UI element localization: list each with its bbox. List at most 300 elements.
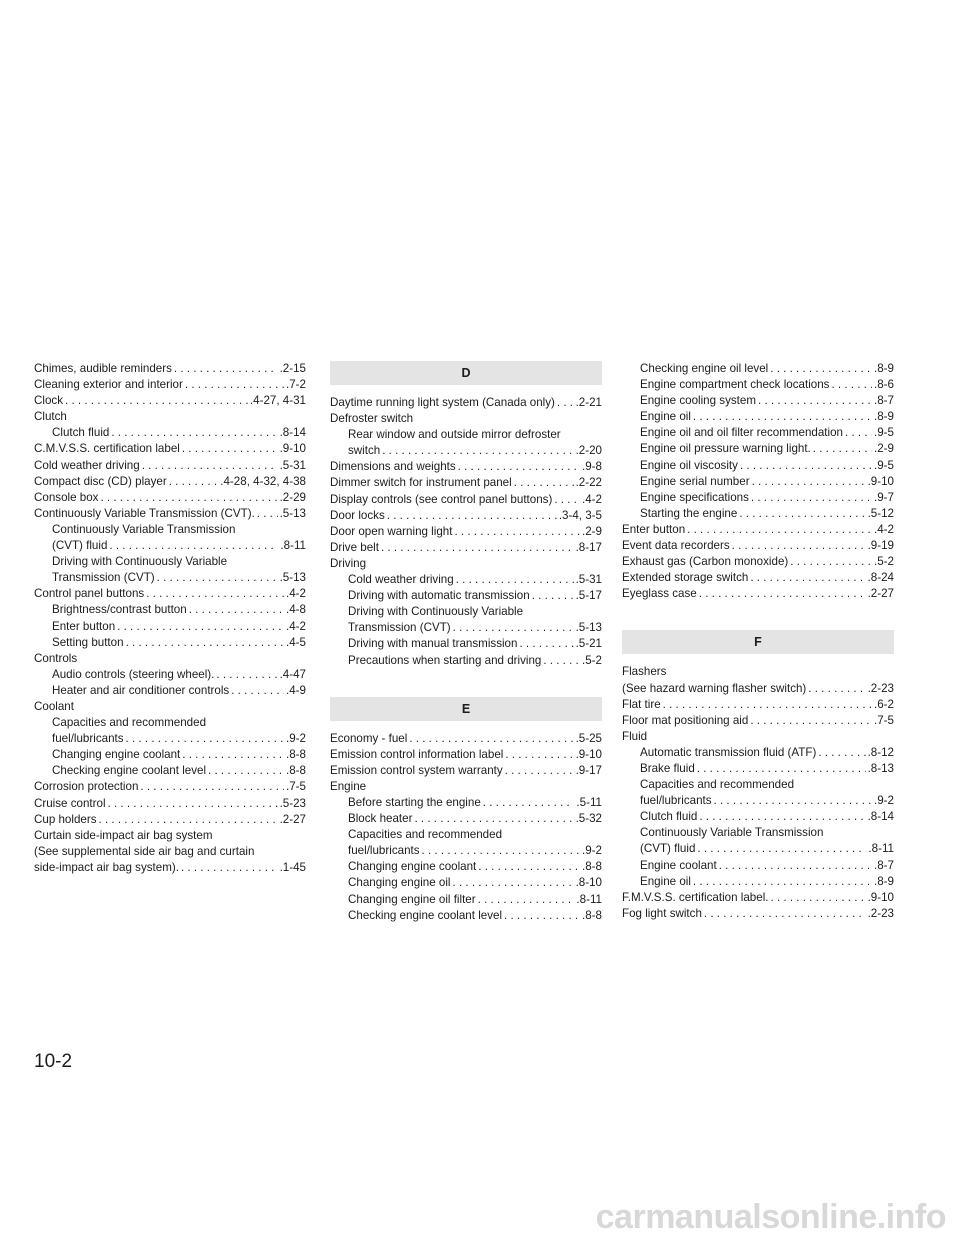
entry-label: Driving with automatic transmission <box>348 589 530 603</box>
dot-leader <box>517 636 573 652</box>
entry-label: Controls <box>34 651 78 665</box>
entry-label: Corrosion protection <box>34 780 139 794</box>
entry-page-ref: .7-2 <box>286 378 306 392</box>
dot-leader <box>456 459 580 475</box>
entry-label: Block heater <box>348 812 413 826</box>
entry-label: Changing engine oil filter <box>348 892 476 906</box>
index-entry <box>330 508 602 524</box>
entry-label: Cruise control <box>34 796 106 810</box>
index-subentry <box>34 425 306 441</box>
index-entry <box>622 906 894 922</box>
dot-leader <box>768 361 872 377</box>
entry-page-ref: .8-14 <box>867 810 894 824</box>
index-entry <box>622 570 894 586</box>
index-subentry <box>622 458 894 474</box>
letter-heading-d: D <box>330 361 602 385</box>
entry-label: Enter button <box>622 522 686 536</box>
index-entry <box>330 492 602 508</box>
index-subentry <box>622 858 894 874</box>
index-entry <box>622 554 894 570</box>
entry-label: Door open warning light <box>330 524 453 538</box>
entry-page-ref: .2-29 <box>279 490 306 504</box>
dot-leader <box>451 620 574 636</box>
entry-label: Defroster switch <box>330 412 414 426</box>
entry-page-ref: .5-31 <box>575 573 602 587</box>
entry-page-ref: .8-12 <box>867 745 894 759</box>
entry-label: Fog light switch <box>622 906 702 920</box>
dot-leader <box>685 522 872 538</box>
index-subentry <box>34 554 306 570</box>
entry-page-ref: .9-2 <box>874 794 894 808</box>
index-entry <box>330 540 602 556</box>
entry-label: (CVT) fluid <box>52 539 108 553</box>
entry-page-ref: .9-5 <box>874 426 894 440</box>
section-spacer <box>330 669 602 697</box>
entry-label: Rear window and outside mirror defroster <box>348 428 561 442</box>
entry-page-ref: .8-13 <box>867 761 894 775</box>
index-subentry <box>330 604 602 620</box>
index-subentry <box>622 409 894 425</box>
index-entry <box>34 844 306 860</box>
index-subentry <box>330 636 602 652</box>
dot-leader <box>737 506 865 522</box>
entry-page-ref: .5-2 <box>582 653 602 667</box>
entry-label: Cleaning exterior and interior <box>34 378 183 392</box>
index-subentry <box>34 683 306 699</box>
dot-leader <box>555 395 574 411</box>
entry-label: Driving with Continuously Variable <box>52 555 228 569</box>
entry-page-ref: .2-27 <box>279 812 306 826</box>
entry-label: Door locks <box>330 508 385 522</box>
index-entry <box>34 586 306 602</box>
index-subentry <box>622 506 894 522</box>
entry-page-ref: .5-13 <box>279 506 306 520</box>
dot-leader <box>816 745 865 761</box>
entry-label: Changing engine coolant <box>52 748 181 762</box>
section-spacer <box>622 602 894 630</box>
dot-leader <box>843 425 872 441</box>
entry-page-ref: .8-11 <box>280 539 306 553</box>
entry-label: fuel/lubricants <box>640 794 712 808</box>
dot-leader <box>107 538 278 554</box>
entry-page-ref: .4-2 <box>874 522 894 536</box>
entry-label: Engine specifications <box>640 490 749 504</box>
index-subentry <box>34 715 306 731</box>
index-subentry <box>622 809 894 825</box>
dot-leader <box>730 538 866 554</box>
index-entry <box>34 490 306 506</box>
index-entry <box>622 664 894 680</box>
entry-page-ref: .4-2 <box>286 587 306 601</box>
index-entry <box>34 860 306 876</box>
entry-label: Engine oil <box>640 410 691 424</box>
index-entry <box>622 697 894 713</box>
dot-leader <box>811 441 872 457</box>
entry-page-ref: .7-5 <box>286 780 306 794</box>
index-subentry <box>330 859 602 875</box>
index-entry <box>622 890 894 906</box>
entry-label: side-impact air bag system). <box>34 860 179 874</box>
index-subentry <box>622 793 894 809</box>
dot-leader <box>138 779 284 795</box>
entry-label: (See supplemental side air bag and curtain <box>34 844 255 858</box>
index-entry <box>622 538 894 554</box>
dot-leader <box>750 474 866 490</box>
entry-label: Dimensions and weights <box>330 460 456 474</box>
index-subentry <box>622 425 894 441</box>
index-entry <box>330 731 602 747</box>
index-subentry <box>622 841 894 857</box>
dot-leader <box>206 763 284 779</box>
entry-label: Floor mat positioning aid <box>622 713 749 727</box>
entry-label: F.M.V.S.S. certification label. <box>622 890 769 904</box>
dot-leader <box>697 809 865 825</box>
index-entry <box>330 411 602 427</box>
entry-label: Engine oil <box>640 874 691 888</box>
index-entry <box>622 586 894 602</box>
entry-label: Dimmer switch for instrument panel <box>330 476 512 490</box>
page-number: 10-2 <box>34 1051 73 1072</box>
index-subentry <box>622 777 894 793</box>
entry-label: Emission control system warranty <box>330 763 503 777</box>
index-subentry <box>34 538 306 554</box>
dot-leader <box>503 763 574 779</box>
entry-label: Transmission (CVT) <box>348 621 451 635</box>
index-entry <box>330 475 602 491</box>
dot-leader <box>155 570 278 586</box>
entry-label: Clutch <box>34 410 67 424</box>
index-subentry <box>330 620 602 636</box>
entry-page-ref: .4-47 <box>279 667 306 681</box>
entry-page-ref: .2-15 <box>279 362 306 375</box>
index-subentry <box>330 892 602 908</box>
entry-label: Engine serial number <box>640 474 750 488</box>
dot-leader <box>124 731 284 747</box>
entry-page-ref: .5-31 <box>279 458 306 472</box>
dot-leader <box>214 667 277 683</box>
entry-page-ref: .5-17 <box>575 589 602 603</box>
index-entry <box>330 763 602 779</box>
index-entry <box>330 459 602 475</box>
entry-label: Enter button <box>52 619 116 633</box>
entry-page-ref: .9-10 <box>279 442 306 456</box>
index-column-1 <box>34 361 306 876</box>
index-entry <box>34 779 306 795</box>
letter-heading-f: F <box>622 630 894 654</box>
entry-label: Compact disc (CD) player <box>34 474 167 488</box>
entry-label: Continuously Variable Transmission (CVT). <box>34 506 255 520</box>
index-subentry <box>34 522 306 538</box>
entry-label: Driving with manual transmission <box>348 637 518 651</box>
dot-leader <box>180 441 278 457</box>
dot-leader <box>502 908 580 924</box>
entry-page-ref: .7-5 <box>874 713 894 727</box>
dot-leader <box>379 540 574 556</box>
dot-leader <box>481 795 575 811</box>
entry-page-ref: .2-20 <box>575 444 602 458</box>
dot-leader <box>788 554 872 570</box>
index-subentry <box>330 427 602 443</box>
index-entry <box>34 651 306 667</box>
dot-leader <box>179 860 278 876</box>
index-subentry <box>330 843 602 859</box>
entry-page-ref: .5-13 <box>575 621 602 635</box>
entry-page-ref: .4-28, 4-32, 4-38 <box>220 474 306 488</box>
entry-page-ref: .9-10 <box>867 474 894 488</box>
index-entry <box>330 524 602 540</box>
entry-label: Transmission (CVT) <box>52 571 155 585</box>
entry-label: Daytime running light system (Canada only) <box>330 396 555 409</box>
entry-label: Display controls (see control panel buttons) <box>330 492 553 506</box>
index-entry <box>330 747 602 763</box>
entry-label: Fluid <box>622 729 648 743</box>
entry-label: Checking engine coolant level <box>52 764 207 778</box>
entry-label: Engine compartment check locations <box>640 378 830 392</box>
entry-label: Checking engine coolant level <box>348 908 503 922</box>
letter-heading-e: E <box>330 697 602 721</box>
entry-label: Cold weather driving <box>34 458 140 472</box>
dot-leader <box>140 458 278 474</box>
entry-page-ref: .8-9 <box>874 874 894 888</box>
dot-leader <box>180 747 284 763</box>
index-subentry <box>622 745 894 761</box>
entry-label: Eyeglass case <box>622 587 697 601</box>
entry-page-ref: .2-27 <box>867 587 894 601</box>
entry-page-ref: .8-17 <box>575 540 602 554</box>
entry-label: Capacities and recommended <box>52 716 207 730</box>
entry-page-ref: .8-14 <box>279 426 306 440</box>
index-subentry <box>330 443 602 459</box>
index-column-2 <box>330 361 602 924</box>
index-subentry <box>330 827 602 843</box>
entry-label: Continuously Variable Transmission <box>52 522 236 536</box>
index-subentry <box>622 441 894 457</box>
index-entry <box>34 458 306 474</box>
entry-page-ref: .5-23 <box>279 796 306 810</box>
dot-leader <box>748 570 865 586</box>
index-subentry <box>330 588 602 604</box>
entry-label: Flashers <box>622 665 667 679</box>
dot-leader <box>407 731 573 747</box>
index-subentry <box>330 811 602 827</box>
entry-label: Emission control information label <box>330 747 504 761</box>
index-entry <box>330 779 602 795</box>
dot-leader <box>454 572 574 588</box>
entry-label: Exhaust gas (Carbon monoxide) <box>622 555 789 569</box>
index-subentry <box>622 474 894 490</box>
index-subentry <box>622 377 894 393</box>
dot-leader <box>829 377 872 393</box>
dot-leader <box>451 875 574 891</box>
index-entry <box>34 796 306 812</box>
dot-leader <box>172 361 278 377</box>
index-entry <box>34 474 306 490</box>
entry-page-ref: .2-23 <box>867 906 894 920</box>
entry-page-ref: .9-2 <box>286 732 306 746</box>
dot-leader <box>717 858 872 874</box>
dot-leader <box>769 890 866 906</box>
dot-leader <box>115 619 284 635</box>
entry-page-ref: .9-17 <box>575 763 602 777</box>
index-subentry <box>330 653 602 669</box>
entry-label: Engine oil and oil filter recommendation <box>640 426 844 440</box>
dot-leader <box>183 377 284 393</box>
entry-label: Cup holders <box>34 812 97 826</box>
entry-label: Cold weather driving <box>348 573 454 587</box>
index-column-3 <box>622 361 894 922</box>
entry-page-ref: .9-2 <box>582 844 602 858</box>
entry-page-ref: .5-32 <box>575 812 602 826</box>
entry-page-ref: .8-8 <box>286 764 306 778</box>
watermark: carmanualsonline.info <box>595 1198 946 1236</box>
dot-leader <box>167 474 219 490</box>
index-entry <box>34 361 306 377</box>
entry-page-ref: .6-2 <box>874 697 894 711</box>
entry-page-ref: .5-13 <box>279 571 306 585</box>
entry-label: Capacities and recommended <box>640 778 795 792</box>
dot-leader <box>749 490 872 506</box>
entry-label: Changing engine oil <box>348 876 451 890</box>
entry-page-ref: .9-19 <box>867 539 894 553</box>
entry-page-ref: .4-8 <box>286 603 306 617</box>
dot-leader <box>187 602 284 618</box>
index-entry <box>34 441 306 457</box>
entry-label: Drive belt <box>330 540 379 554</box>
index-subentry <box>622 361 894 377</box>
entry-page-ref: .9-5 <box>874 458 894 472</box>
entry-label: Brake fluid <box>640 761 695 775</box>
entry-page-ref: .8-7 <box>874 394 894 408</box>
index-entry <box>622 729 894 745</box>
index-entry <box>34 699 306 715</box>
index-subentry <box>330 908 602 924</box>
dot-leader <box>97 812 278 828</box>
entry-label: Extended storage switch <box>622 571 749 585</box>
entry-page-ref: .8-11 <box>576 892 602 906</box>
entry-label: Control panel buttons <box>34 587 145 601</box>
dot-leader <box>702 906 866 922</box>
index-subentry <box>34 731 306 747</box>
entry-label: Chimes, audible reminders <box>34 362 172 375</box>
entry-label: (CVT) fluid <box>640 842 696 856</box>
index-subentry <box>330 875 602 891</box>
entry-label: Clock <box>34 394 63 408</box>
dot-leader <box>124 635 284 651</box>
entry-page-ref: .2-9 <box>874 442 894 456</box>
dot-leader <box>691 409 872 425</box>
entry-label: Checking engine oil level <box>640 362 769 375</box>
index-entry <box>622 713 894 729</box>
index-entry <box>34 377 306 393</box>
index-entry <box>34 812 306 828</box>
entry-page-ref: .4-5 <box>286 635 306 649</box>
index-entry <box>622 681 894 697</box>
dot-leader <box>552 492 580 508</box>
index-subentry <box>34 667 306 683</box>
dot-leader <box>503 747 573 763</box>
entry-page-ref: .8-8 <box>286 748 306 762</box>
entry-label: Engine oil pressure warning light. <box>640 442 811 456</box>
dot-leader <box>697 586 866 602</box>
entry-page-ref: .4-2 <box>286 619 306 633</box>
dot-leader <box>385 508 557 524</box>
dot-leader <box>452 524 580 540</box>
dot-leader <box>144 586 284 602</box>
index-entry <box>34 393 306 409</box>
entry-label: Clutch fluid <box>52 426 110 440</box>
index-subentry <box>34 635 306 651</box>
index-entry <box>34 409 306 425</box>
entry-page-ref: .8-11 <box>868 842 894 856</box>
entry-page-ref: .2-22 <box>575 476 602 490</box>
dot-leader <box>512 475 574 491</box>
dot-leader <box>661 697 872 713</box>
entry-page-ref: .1-45 <box>279 860 306 874</box>
dot-leader <box>806 681 865 697</box>
entry-page-ref: .4-27, 4-31 <box>249 394 306 408</box>
entry-page-ref: .8-8 <box>582 908 602 922</box>
entry-label: (See hazard warning flasher switch) <box>622 681 807 695</box>
dot-leader <box>476 892 575 908</box>
dot-leader <box>412 811 573 827</box>
dot-leader <box>695 761 866 777</box>
entry-page-ref: .9-7 <box>874 490 894 504</box>
entry-label: Economy - fuel <box>330 731 408 745</box>
entry-page-ref: .5-2 <box>874 555 894 569</box>
dot-leader <box>695 841 866 857</box>
dot-leader <box>756 393 872 409</box>
entry-page-ref: .8-9 <box>874 410 894 424</box>
entry-label: Flat tire <box>622 697 661 711</box>
entry-label: switch <box>348 444 381 458</box>
entry-page-ref: .2-9 <box>582 524 602 538</box>
entry-page-ref: .9-10 <box>867 890 894 904</box>
entry-label: Driving with Continuously Variable <box>348 605 524 619</box>
entry-page-ref: .4-9 <box>286 683 306 697</box>
dot-leader <box>98 490 277 506</box>
entry-page-ref: .8-8 <box>582 860 602 874</box>
entry-page-ref: .4-2 <box>582 492 602 506</box>
index-subentry <box>330 572 602 588</box>
entry-page-ref: .5-11 <box>576 795 602 809</box>
index-subentry <box>34 747 306 763</box>
index-subentry <box>330 795 602 811</box>
index-entry <box>34 828 306 844</box>
dot-leader <box>420 843 580 859</box>
entry-label: C.M.V.S.S. certification label <box>34 442 180 456</box>
entry-page-ref: .9-10 <box>575 747 602 761</box>
entry-label: Automatic transmission fluid (ATF) <box>640 745 817 759</box>
dot-leader <box>63 393 248 409</box>
dot-leader <box>530 588 574 604</box>
entry-page-ref: .5-21 <box>575 637 602 651</box>
entry-label: Capacities and recommended <box>348 828 503 842</box>
index-subentry <box>34 763 306 779</box>
index-subentry <box>622 874 894 890</box>
dot-leader <box>748 713 872 729</box>
index-subentry <box>34 602 306 618</box>
entry-label: Coolant <box>34 699 74 713</box>
entry-label: Engine cooling system <box>640 394 756 408</box>
entry-label: fuel/lubricants <box>348 844 420 858</box>
index-subentry <box>34 570 306 586</box>
entry-label: fuel/lubricants <box>52 732 124 746</box>
entry-label: Clutch fluid <box>640 810 698 824</box>
entry-label: Precautions when starting and driving <box>348 653 542 667</box>
entry-page-ref: .9-8 <box>582 460 602 474</box>
entry-label: Driving <box>330 556 367 570</box>
entry-page-ref: .8-10 <box>575 876 602 890</box>
